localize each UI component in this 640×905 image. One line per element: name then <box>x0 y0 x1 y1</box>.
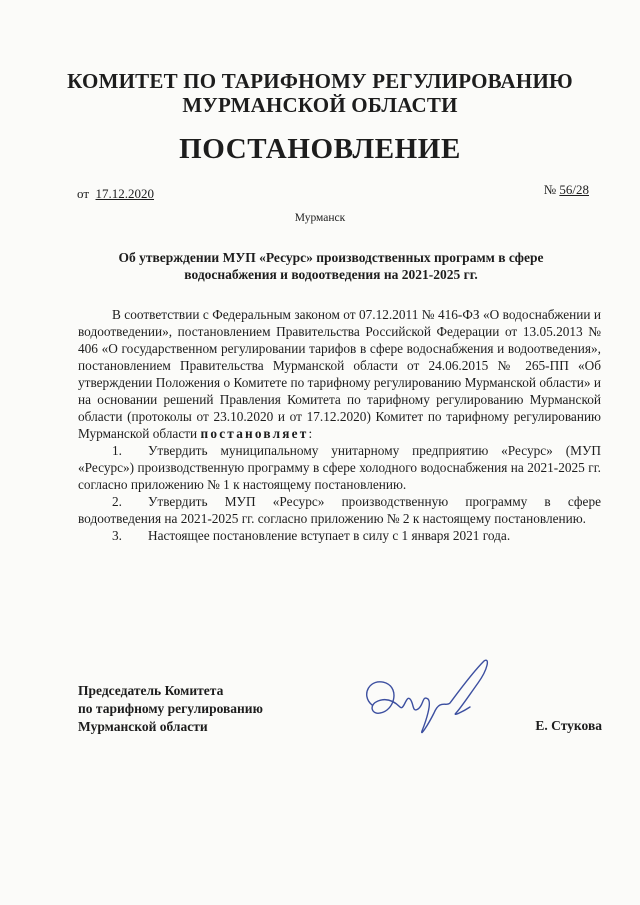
document-subject <box>80 249 582 283</box>
item-text: Утвердить МУП «Ресурс» производственную программу в сфере водоотведения на 2021-2025 гг. согласно приложению № 2 к настоящему постановлению. <box>78 494 601 526</box>
preamble-text: В соответствии с Федеральным законом от 07.12.2011 № 416-ФЗ «О водоснабжении и водоотведении», постановлением Правительства Российской Федерации от 13.05.2013 № 406 «О государственном регулировании тарифов в сфере водоснабжения и водоотведения», постановлением Правительства Мурманской области от 24.06.2015 № 265-ПП «Об утверждении Положения о Комитете по тарифному регулированию Мурманской области» и на основании решений Правления Комитета по тарифному регулированию Мурманской области (протоколы от 23.10.2020 и от 17.12.2020) Комитет по тарифному регулированию Мурманской области <box>78 307 601 441</box>
list-item <box>78 527 601 544</box>
position-line3: Мурманской области <box>78 719 208 734</box>
signatory-name: Е. Стукова <box>535 718 602 733</box>
resolves-word: постановляет <box>200 426 309 441</box>
subject-line2: водоснабжения и водоотведения на 2021-2025 гг. <box>184 267 478 282</box>
handwritten-signature <box>352 655 502 745</box>
document-body <box>78 306 601 544</box>
item-number: 3. <box>112 528 122 543</box>
document-type-title: ПОСТАНОВЛЕНИЕ <box>179 133 461 165</box>
document-number <box>544 182 589 198</box>
preamble-paragraph <box>78 306 601 442</box>
resolves-colon: : <box>308 426 313 441</box>
city: Мурманск <box>294 212 346 224</box>
list-item <box>78 442 601 493</box>
item-text: Утвердить муниципальному унитарному предприятию «Ресурс» (МУП «Ресурс») производственную программу в сфере холодного водоснабжения на 2021-2025 гг. согласно приложению № 1 к настоящему постановлению. <box>78 443 601 492</box>
item-text: Настоящее постановление вступает в силу с 1 января 2021 года. <box>148 528 511 543</box>
date-value: 17.12.2020 <box>95 186 155 201</box>
number-prefix: № <box>543 182 557 197</box>
position-line1: Председатель Комитета <box>78 683 224 698</box>
signatory-position <box>78 682 263 736</box>
document-date <box>77 186 154 202</box>
item-number: 2. <box>112 494 122 509</box>
number-value: 56/28 <box>559 182 589 197</box>
organization-name-line2: МУРМАНСКОЙ ОБЛАСТИ <box>182 93 458 117</box>
list-item <box>78 493 601 527</box>
subject-line1: Об утверждении МУП «Ресурс» производственных программ в сфере <box>118 250 544 265</box>
date-prefix: от <box>77 186 90 201</box>
position-line2: по тарифному регулированию <box>78 701 263 716</box>
item-number: 1. <box>112 443 122 458</box>
organization-name-line1: КОМИТЕТ ПО ТАРИФНОМУ РЕГУЛИРОВАНИЮ <box>67 69 573 93</box>
